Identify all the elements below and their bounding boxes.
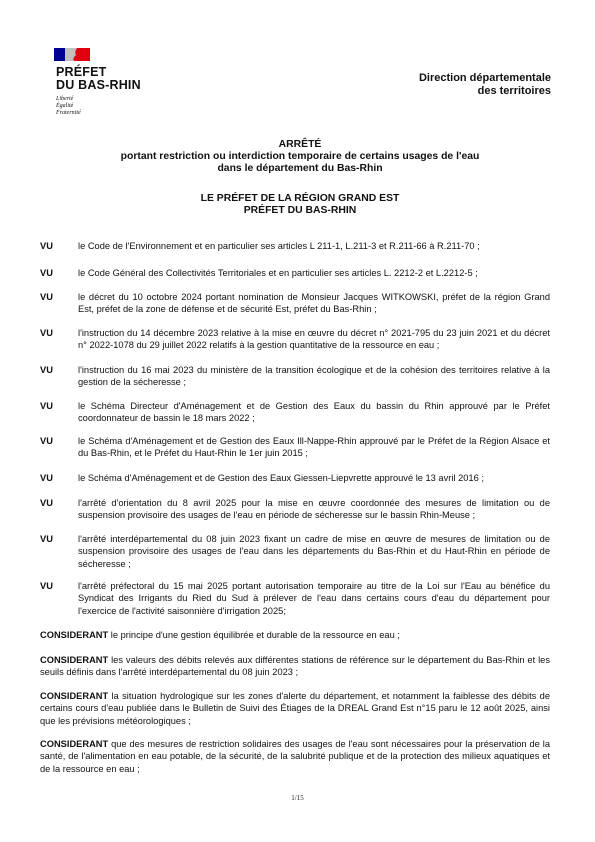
authority-title: LE PRÉFET DE LA RÉGION GRAND EST PRÉFET DU BAS-RHIN (200, 193, 400, 216)
prefet-title: PRÉFET DU BAS-RHIN (56, 65, 141, 92)
page-number: 1/15 (291, 794, 304, 802)
issuing-department: Direction départementale des territoires (418, 72, 551, 97)
considerant-item: CONSIDERANT que des mesures de restriction solidaires des usages de l'eau sont nécessaires pour la préservation de la santé, de l'alimentation en eau potable, de la sécurité, de la salubrité publique et de la protection des milieux aquatiques et de la ressource en eau ; (40, 739, 550, 774)
considerant-item: CONSIDERANT le principe d'une gestion équilibrée et durable de la ressource en eau ; (40, 630, 400, 640)
considerant-item: CONSIDERANT la situation hydrologique sur les zones d'alerte du département, et notamment la faiblesse des débits de certains cours d'eau publiée dans le Bulletin de Suivi des Étiages de la DREAL Grand Est n°15 paru le 12 août 2025, ainsi que les prévisions météorologiques ; (40, 691, 550, 726)
considerant-item: CONSIDERANT les valeurs des débits relevés aux différentes stations de référence sur le département du Bas-Rhin et les seuils définis dans l'arrêté interdépartemental du 08 juin 2023 ; (40, 655, 550, 678)
marianne-logo (52, 46, 92, 62)
document-title: ARRÊTÉ portant restriction ou interdiction temporaire de certains usages de l'eau dans le département du Bas-Rhin (120, 139, 480, 174)
republic-motto: Liberté Égalité Fraternité (56, 96, 81, 116)
